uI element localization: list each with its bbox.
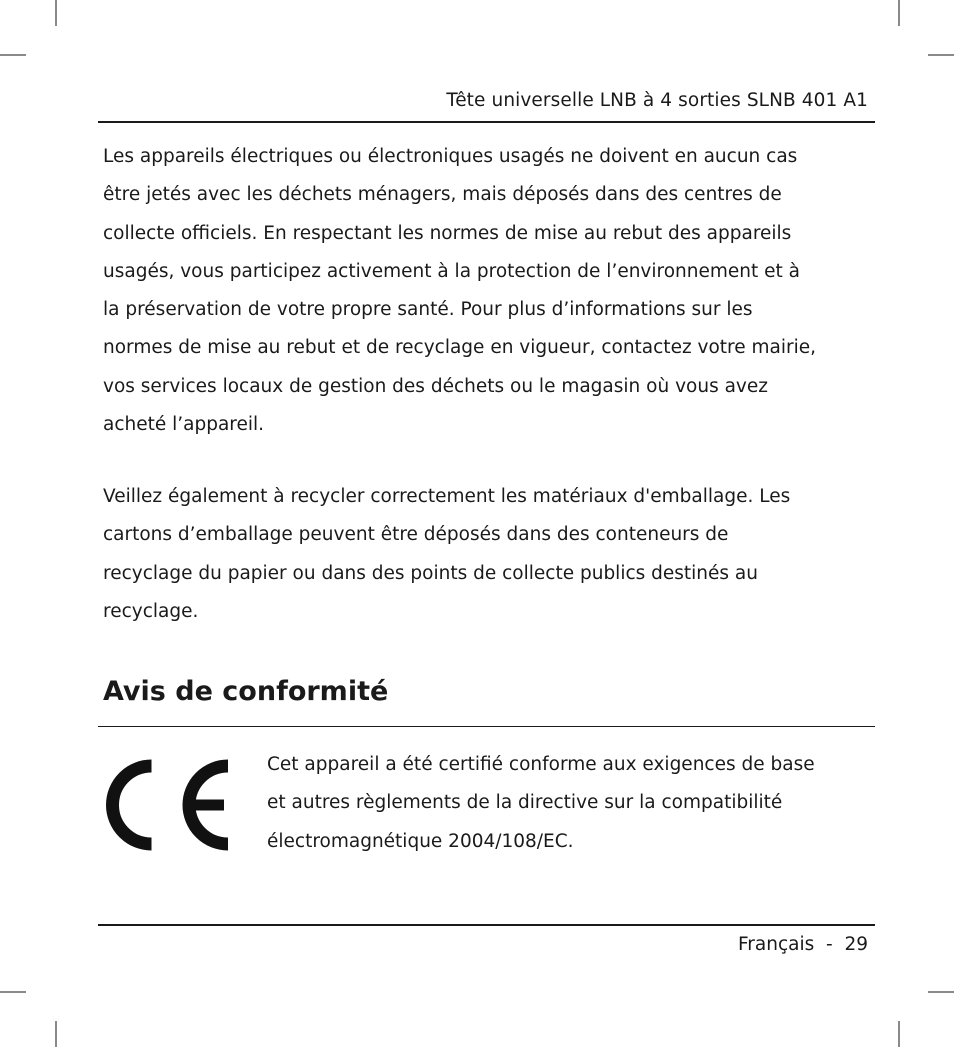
- header-rule: [98, 121, 875, 123]
- text-line: et autres règlements de la directive sur la compatibilité: [267, 792, 783, 814]
- text-line: recyclage du papier ou dans des points de collecte publics destinés au: [103, 562, 758, 584]
- text-line: Veillez également à recycler correctement les matériaux d'emballage. Les: [103, 486, 791, 507]
- text-line: Les appareils électriques ou électroniques usagés ne doivent en aucun cas: [103, 146, 798, 167]
- page-footer: [738, 934, 868, 955]
- packaging-paragraph: [103, 478, 873, 631]
- text-line: électromagnétique 2004/108/EC.: [267, 830, 574, 852]
- text-line: la préservation de votre propre santé. Pour plus d’informations sur les: [103, 299, 753, 321]
- ce-mark-icon: [104, 758, 234, 852]
- section-rule: [98, 726, 875, 727]
- text-line: normes de mise au rebut et de recyclage en vigueur, contactez votre mairie,: [103, 337, 817, 359]
- page-number: 29: [844, 934, 868, 955]
- crop-mark-bottom-right: [898, 1021, 900, 1047]
- crop-mark-left-top: [0, 54, 26, 56]
- disposal-paragraph: [103, 138, 873, 444]
- page-header-title: Tête universelle LNB à 4 sorties SLNB 401 A1: [446, 90, 868, 111]
- text-line: recyclage.: [103, 600, 199, 622]
- section-title-conformity: Avis de conformité: [103, 676, 389, 707]
- crop-mark-bottom-left: [55, 1021, 57, 1047]
- crop-mark-top-left: [55, 0, 57, 26]
- text-line: Cet appareil a été certifié conforme aux exigences de base: [267, 754, 815, 775]
- text-line: acheté l’appareil.: [103, 414, 265, 436]
- crop-mark-top-right: [898, 0, 900, 26]
- text-line: usagés, vous participez activement à la protection de l’environnement et à: [103, 260, 800, 282]
- crop-mark-right-top: [928, 54, 954, 56]
- text-line: être jetés avec les déchets ménagers, mais déposés dans des centres de: [103, 184, 782, 206]
- footer-separator: -: [826, 934, 833, 955]
- text-line: collecte officiels. En respectant les normes de mise au rebut des appareils: [103, 222, 792, 244]
- footer-rule: [98, 924, 875, 926]
- text-line: cartons d’emballage peuvent être déposés dans des conteneurs de: [103, 524, 729, 546]
- text-line: vos services locaux de gestion des déchets ou le magasin où vous avez: [103, 375, 768, 397]
- crop-mark-left-bottom: [0, 991, 26, 993]
- footer-language: Français: [737, 934, 815, 955]
- crop-mark-right-bottom: [928, 991, 954, 993]
- conformity-text: [267, 746, 867, 861]
